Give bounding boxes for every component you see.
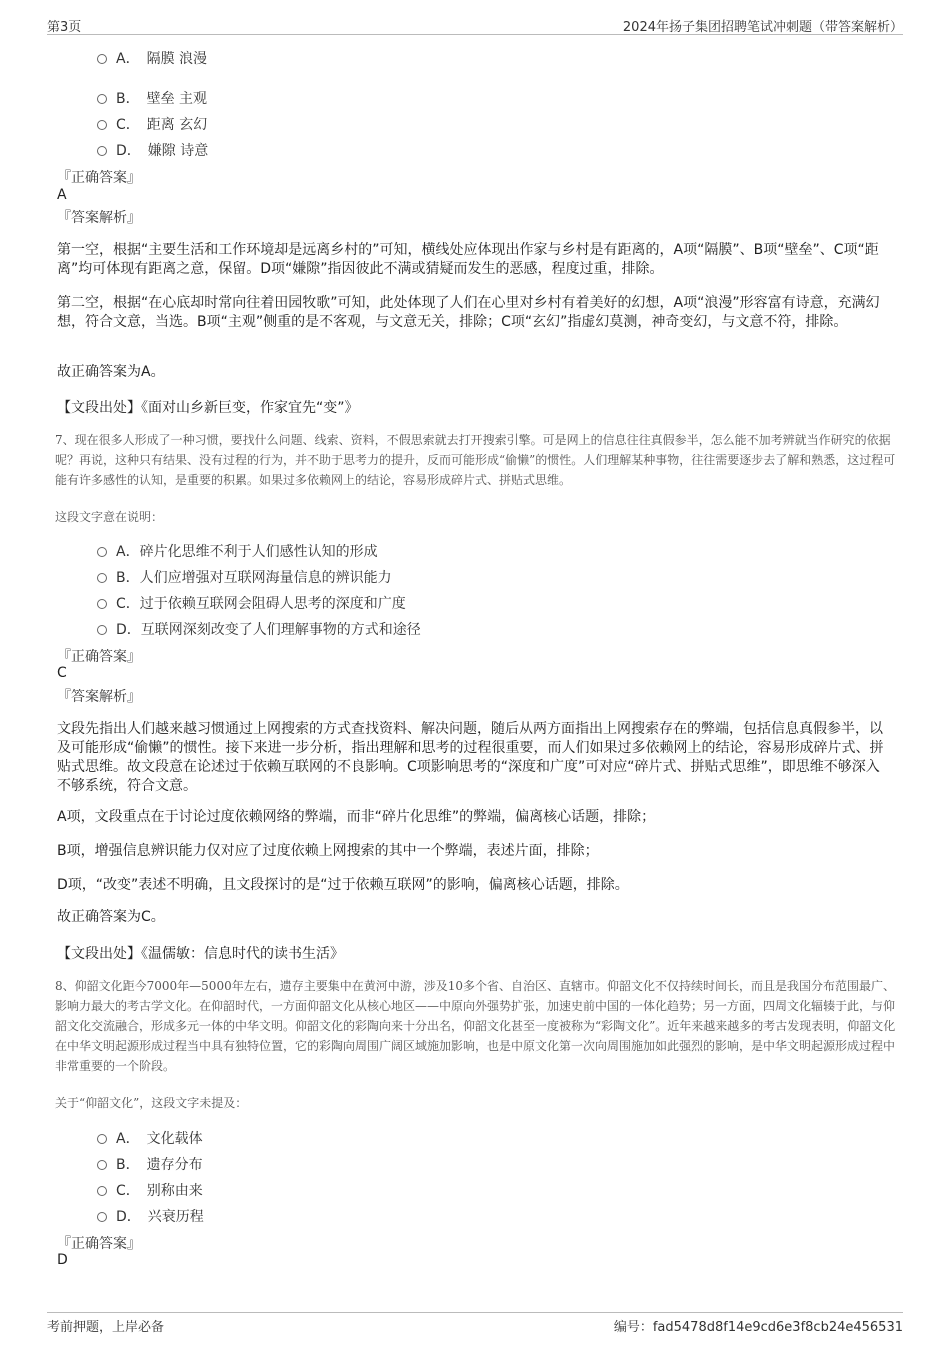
q6-source: 【文段出处】《面对山乡新巨变，作家宜先“变”》 — [57, 400, 359, 416]
q6-option-b[interactable]: B． 壁垒 主观 — [97, 88, 207, 108]
radio-icon[interactable] — [97, 1134, 107, 1144]
document-id: 编号：fad5478d8f14e9cd6e3f8cb24e456531 — [613, 1320, 903, 1335]
q6-analysis-paragraph: 第一空，根据“主要生活和工作环境却是远离乡村的”可知，横线处应体现出作家与乡村是有距离的，A项“隔膜”、B项“壁垒”、C项“距离”均可体现有距离之意，保留。D项“嫌隙”指因彼此不满或猜疑而发生的恶感，程度过重，排除。 — [57, 242, 879, 277]
q7-option-b[interactable]: B．人们应增强对互联网海量信息的辨识能力 — [97, 567, 392, 587]
q6-analysis-conclusion: 故正确答案为A。 — [57, 364, 165, 380]
q8-option-c[interactable]: C． 别称由来 — [97, 1180, 203, 1200]
q7-analysis-paragraph: 文段先指出人们越来越习惯通过上网搜索的方式查找资料、解决问题，随后从两方面指出上网搜索存在的弊端，包括信息真假参半，以及可能形成“偷懒”的惯性。接下来进一步分析，指出理解和思考的过程很重要，而人们如果过多依赖网上的结论，容易形成碎片式、拼贴式思维。故文段意在论述过于依赖互联网的不良影响。C项影响思考的“深度和广度”可对应“碎片式、拼贴式思维”，即思维不够深入不够系统，符合文意。 — [57, 721, 884, 794]
q6-analysis-paragraph: 第二空，根据“在心底却时常向往着田园牧歌”可知，此处体现了人们在心里对乡村有着美好的幻想，A项“浪漫”形容富有诗意，充满幻想，符合文意，当选。B项“主观”侧重的是不客观，与文意无关，排除；C项“玄幻”指虚幻莫测，神奇变幻，与文意不符，排除。 — [57, 295, 880, 330]
q8-question-text: 8、仰韶文化距今7000年—5000年左右，遗存主要集中在黄河中游，涉及10多个省、自治区、直辖市。仰韶文化不仅持续时间长，而且是我国分布范围最广、影响力最大的考古学文化。在仰韶时代，一方面仰韶文化从核心地区——中原向外强势扩张，加速史前中国的一体化趋势；另一方面，四周文化辐辏于此，与仰韶文化交流融合，形成多元一体的中华文明。仰韶文化的彩陶向来十分出名，仰韶文化甚至一度被称为“彩陶文化”。近年来越来越多的考古发现表明，仰韶文化在中华文明起源形成过程当中具有独特位置，它的彩陶向周围广阔区域施加影响，也是中原文化第一次向周围施加如此强烈的影响，是中华文明起源形成过程中非常重要的一个阶段。 — [55, 979, 896, 1073]
q7-option-a[interactable]: A．碎片化思维不利于人们感性认知的形成 — [97, 541, 378, 561]
q6-analysis-label: 『答案解析』 — [57, 210, 141, 226]
q8-prompt: 关于“仰韶文化”，这段文字未提及： — [55, 1096, 248, 1110]
radio-icon[interactable] — [97, 146, 107, 156]
radio-icon[interactable] — [97, 1212, 107, 1222]
q7-analysis-label: 『答案解析』 — [57, 689, 141, 705]
footer-slogan: 考前押题，上岸必备 — [47, 1320, 165, 1335]
q7-question-text: 7、现在很多人形成了一种习惯，要找什么问题、线索、资料，不假思索就去打开搜索引擎。可是网上的信息往往真假参半，怎么能不加考辨就当作研究的依据呢？再说，这种只有结果、没有过程的行为，并不助于思考力的提升，反而可能形成“偷懒”的惯性。人们理解某种事物，往往需要逐步去了解和熟悉，这过程可能有许多感性的认知，是重要的积累。如果过多依赖网上的结论，容易形成碎片式、拼贴式思维。 — [55, 433, 896, 487]
q6-answer: A — [57, 187, 67, 203]
q7-analysis-paragraph: D项，“改变”表述不明确，且文段探讨的是“过于依赖互联网”的影响，偏离核心话题，排除。 — [57, 877, 629, 893]
q7-option-c[interactable]: C．过于依赖互联网会阻碍人思考的深度和广度 — [97, 593, 406, 613]
q7-option-d[interactable]: D．互联网深刻改变了人们理解事物的方式和途径 — [97, 619, 421, 639]
q8-answer-label: 『正确答案』 — [57, 1236, 141, 1252]
radio-icon[interactable] — [97, 573, 107, 583]
page-footer — [47, 1312, 903, 1335]
q8-option-d[interactable]: D． 兴衰历程 — [97, 1206, 204, 1226]
q7-answer-label: 『正确答案』 — [57, 649, 141, 665]
radio-icon[interactable] — [97, 54, 107, 64]
radio-icon[interactable] — [97, 625, 107, 635]
q6-option-c[interactable]: C． 距离 玄幻 — [97, 114, 207, 134]
q8-option-b[interactable]: B． 遗存分布 — [97, 1154, 203, 1174]
q7-answer: C — [57, 665, 67, 681]
radio-icon[interactable] — [97, 547, 107, 557]
q7-analysis-paragraph: B项，增强信息辨识能力仅对应了过度依赖上网搜索的其中一个弊端，表述片面，排除； — [57, 843, 599, 859]
q7-analysis-conclusion: 故正确答案为C。 — [57, 909, 165, 925]
q6-option-d[interactable]: D． 嫌隙 诗意 — [97, 140, 208, 160]
q7-analysis-paragraph: A项，文段重点在于讨论过度依赖网络的弊端，而非“碎片化思维”的弊端，偏离核心话题，排除； — [57, 809, 656, 825]
page-header — [47, 14, 903, 35]
document-title: 2024年扬子集团招聘笔试冲刺题（带答案解析） — [622, 20, 903, 35]
q7-source: 【文段出处】《温儒敏：信息时代的读书生活》 — [57, 946, 344, 962]
radio-icon[interactable] — [97, 1160, 107, 1170]
radio-icon[interactable] — [97, 599, 107, 609]
q6-answer-label: 『正确答案』 — [57, 170, 141, 186]
radio-icon[interactable] — [97, 1186, 107, 1196]
q6-option-a[interactable]: A． 隔膜 浪漫 — [97, 48, 207, 68]
q8-answer: D — [57, 1252, 68, 1268]
q8-option-a[interactable]: A． 文化载体 — [97, 1128, 203, 1148]
radio-icon[interactable] — [97, 94, 107, 104]
radio-icon[interactable] — [97, 120, 107, 130]
q7-prompt: 这段文字意在说明： — [55, 510, 164, 524]
page-number: 第3页 — [47, 20, 82, 35]
